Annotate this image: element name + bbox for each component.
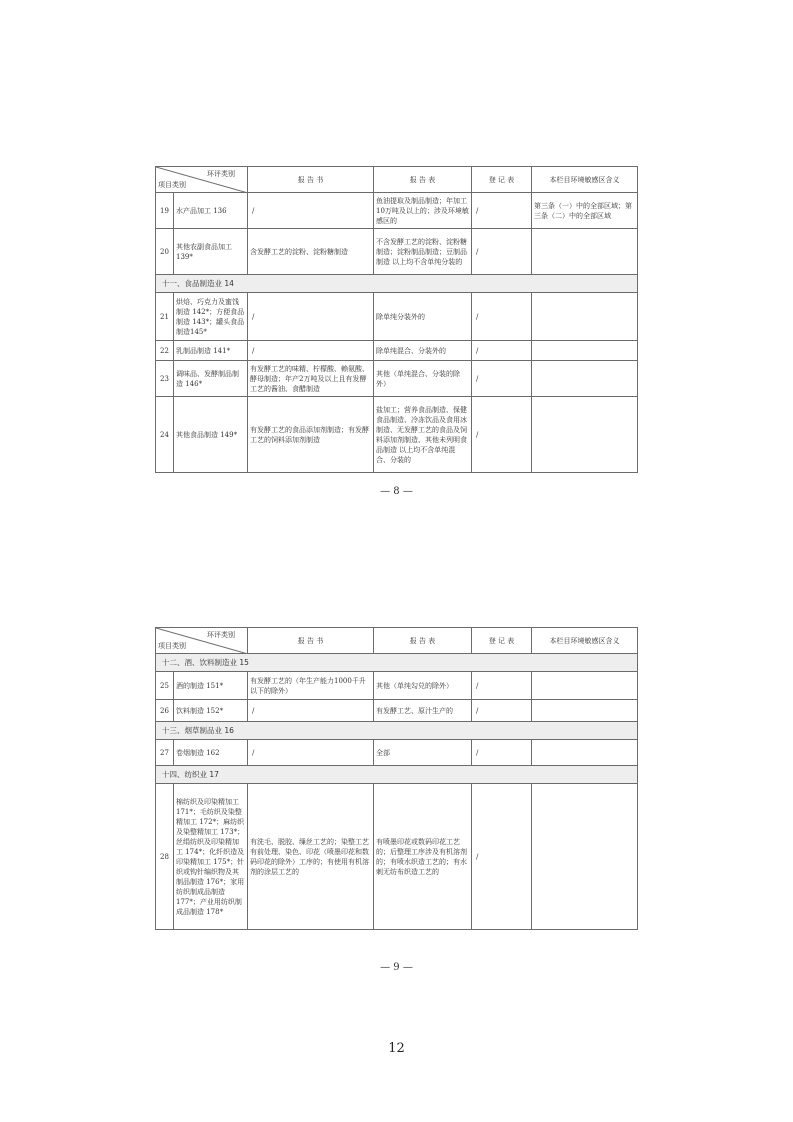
row-item: 调味品、发酵制品制造 146* <box>174 361 248 397</box>
row-book: / <box>248 193 374 229</box>
row-reg: / <box>472 229 532 275</box>
row-form: 不含发酵工艺的淀粉、淀粉糖制造；淀粉制品制造；豆制品制造 以上均不含单纯分装的 <box>374 229 472 275</box>
row-item: 乳制品制造 141* <box>174 341 248 361</box>
row-sensitive <box>532 700 638 722</box>
row-item: 酒的制造 151* <box>174 672 248 700</box>
eia-table-page-8 <box>155 166 638 473</box>
eia-table-page-9 <box>155 627 638 930</box>
row-form: 除单纯分装外的 <box>374 293 472 341</box>
row-item: 水产品加工 136 <box>174 193 248 229</box>
table-row <box>156 397 638 473</box>
diagonal-header-cell <box>156 628 248 654</box>
row-reg: / <box>472 700 532 722</box>
row-number: 21 <box>156 293 174 341</box>
row-sensitive <box>532 341 638 361</box>
row-sensitive <box>532 672 638 700</box>
row-item: 饮料制造 152* <box>174 700 248 722</box>
row-sensitive: 第三条（一）中的全部区域；第三条（二）中的全部区域 <box>532 193 638 229</box>
table-row <box>156 740 638 766</box>
row-item: 棉纺织及印染精加工 171*；毛纺织及染整精加工 172*；麻纺织及染整精加工 173*；丝绢纺织及印染精加工 174*；化纤织造及印染精加工 175*；针织或钩针编织物及其制品制造 176*；家用纺织制成品制造 177*；产业用纺织制成品制造 178* <box>174 784 248 930</box>
table-row <box>156 784 638 930</box>
section-row <box>156 275 638 293</box>
table-row <box>156 293 638 341</box>
row-number: 22 <box>156 341 174 361</box>
row-reg: / <box>472 341 532 361</box>
row-form: 全部 <box>374 740 472 766</box>
col-registration: 登 记 表 <box>472 167 532 193</box>
category-label: 环评类别 <box>207 170 235 178</box>
table-row <box>156 229 638 275</box>
row-form: 盐加工；营养食品制造、保健食品制造、冷冻饮品及食用冰制造、无发酵工艺的食品及饲料添加剂制造、其他未列明食品制造 以上均不含单纯混合、分装的 <box>374 397 472 473</box>
row-form: 有喷墨印花或数码印花工艺的；后整理工序涉及有机溶剂的；有喷水织造工艺的；有水刺无纺布织造工艺的 <box>374 784 472 930</box>
row-book: 有发酵工艺的味精、柠檬酸、赖氨酸、酵母制造；年产2万吨及以上且有发酵工艺的酱油、食醋制造 <box>248 361 374 397</box>
col-registration: 登 记 表 <box>472 628 532 654</box>
row-sensitive <box>532 784 638 930</box>
row-form: 有发酵工艺、原汁生产的 <box>374 700 472 722</box>
table-header-row <box>156 167 638 193</box>
row-item: 卷烟制造 162 <box>174 740 248 766</box>
table-row <box>156 193 638 229</box>
row-number: 26 <box>156 700 174 722</box>
row-number: 23 <box>156 361 174 397</box>
row-book: / <box>248 740 374 766</box>
section-row <box>156 654 638 672</box>
section-title: 十一、食品制造业 14 <box>156 275 638 293</box>
row-book: / <box>248 293 374 341</box>
row-number: 28 <box>156 784 174 930</box>
table-row <box>156 700 638 722</box>
row-item: 其他农副食品加工 139* <box>174 229 248 275</box>
section-row <box>156 722 638 740</box>
row-sensitive <box>532 740 638 766</box>
row-number: 25 <box>156 672 174 700</box>
category-label: 环评类别 <box>207 631 235 639</box>
row-sensitive <box>532 397 638 473</box>
section-title: 十四、纺织业 17 <box>156 766 638 784</box>
item-label: 项目类别 <box>158 181 186 189</box>
row-item: 烘焙、巧克力及蜜饯制造 142*；方便食品制造 143*；罐头食品制造145* <box>174 293 248 341</box>
row-book: 有洗毛、脱胶、缫丝工艺的；染整工艺有前处理、染色、印花（喷墨印花和数码印花的除外）工序的；有使用有机溶剂的涂层工艺的 <box>248 784 374 930</box>
page-footer-8: — 8 — <box>380 486 413 497</box>
row-reg: / <box>472 740 532 766</box>
table-header-row <box>156 628 638 654</box>
row-reg: / <box>472 397 532 473</box>
col-report-form: 报 告 表 <box>374 628 472 654</box>
section-title: 十三、烟草制品业 16 <box>156 722 638 740</box>
row-form: 其他（单纯勾兑的除外） <box>374 672 472 700</box>
row-reg: / <box>472 784 532 930</box>
row-book: / <box>248 700 374 722</box>
section-title: 十二、酒、饮料制造业 15 <box>156 654 638 672</box>
row-number: 24 <box>156 397 174 473</box>
row-number: 27 <box>156 740 174 766</box>
table-row <box>156 341 638 361</box>
row-book: 有发酵工艺的（年生产能力1000千升以下的除外） <box>248 672 374 700</box>
page-number: 12 <box>388 1041 405 1056</box>
item-label: 项目类别 <box>158 642 186 650</box>
col-report-book: 报 告 书 <box>248 167 374 193</box>
row-item: 其他食品制造 149* <box>174 397 248 473</box>
row-reg: / <box>472 361 532 397</box>
row-form: 除单纯混合、分装外的 <box>374 341 472 361</box>
row-reg: / <box>472 672 532 700</box>
row-reg: / <box>472 293 532 341</box>
row-sensitive <box>532 293 638 341</box>
table-row <box>156 672 638 700</box>
col-sensitive-area: 本栏目环境敏感区含义 <box>532 167 638 193</box>
row-book: / <box>248 341 374 361</box>
row-number: 20 <box>156 229 174 275</box>
section-row <box>156 766 638 784</box>
row-form: 其他（单纯混合、分装的除外） <box>374 361 472 397</box>
diagonal-header-cell <box>156 167 248 193</box>
table-row <box>156 361 638 397</box>
col-report-book: 报 告 书 <box>248 628 374 654</box>
row-reg: / <box>472 193 532 229</box>
page-footer-9: — 9 — <box>380 962 413 973</box>
row-sensitive <box>532 361 638 397</box>
row-book: 有发酵工艺的食品添加剂制造；有发酵工艺的饲料添加剂制造 <box>248 397 374 473</box>
row-book: 含发酵工艺的淀粉、淀粉糖制造 <box>248 229 374 275</box>
col-report-form: 报 告 表 <box>374 167 472 193</box>
row-sensitive <box>532 229 638 275</box>
col-sensitive-area: 本栏目环境敏感区含义 <box>532 628 638 654</box>
row-form: 鱼油提取及制品制造；年加工10万吨及以上的；涉及环境敏感区的 <box>374 193 472 229</box>
row-number: 19 <box>156 193 174 229</box>
